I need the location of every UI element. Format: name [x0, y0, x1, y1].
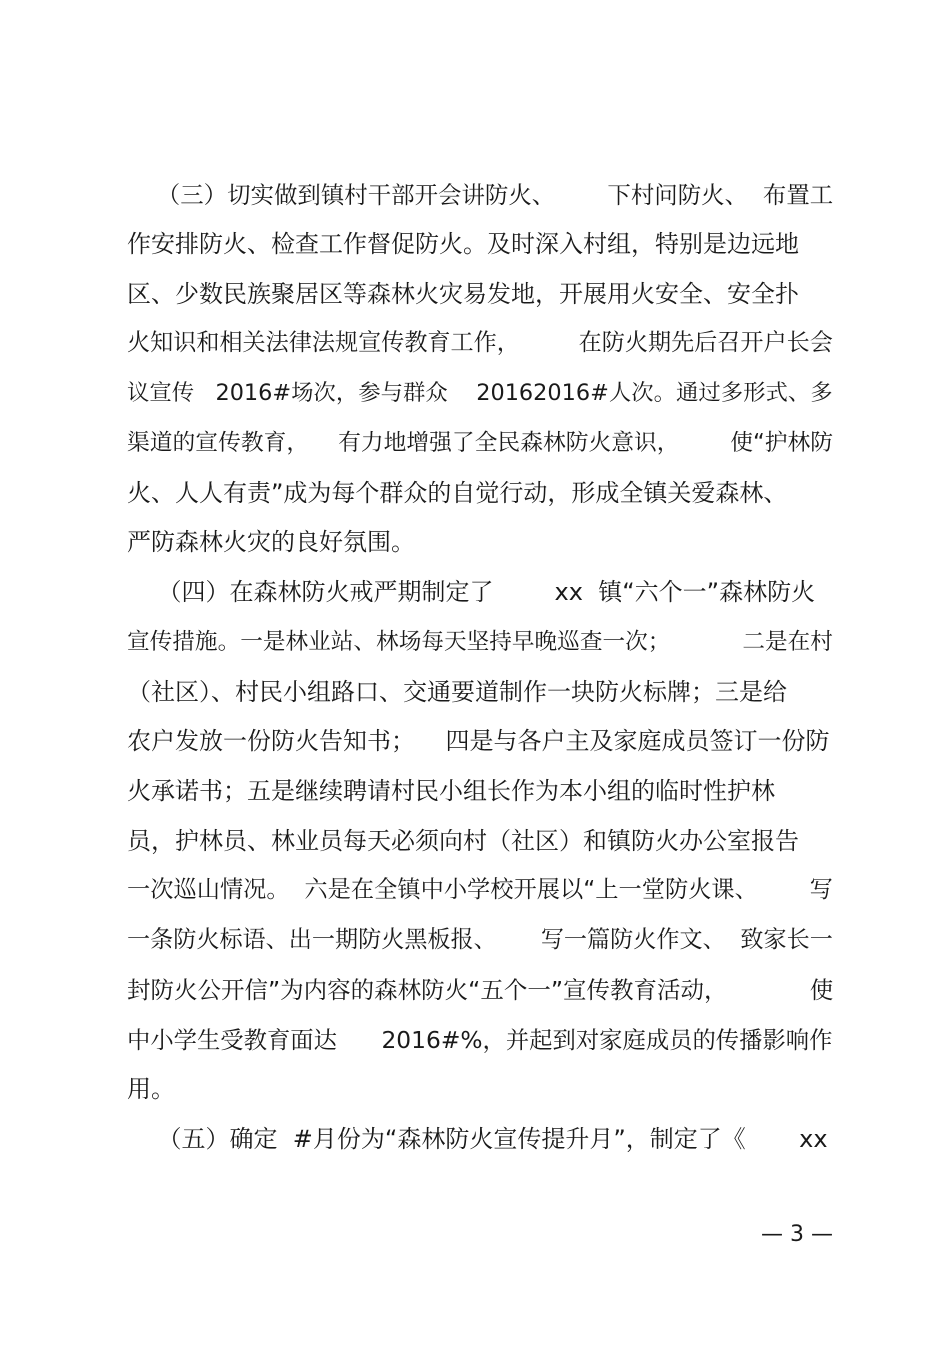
body-text-line: 一次巡山情况。 六是在全镇中小学校开展以“上一堂防火课、 写 — [127, 876, 833, 903]
body-text-line: 一条防火标语、出一期防火黑板报、 写一篇防火作文、 致家长一 — [127, 927, 833, 953]
body-text-line: （四）在森林防火戒严期制定了 xx 镇“六个一”森林防火 — [127, 578, 816, 606]
body-text-line: 作安排防火、检查工作督促防火。及时深入村组，特别是边远地 — [127, 230, 799, 258]
page-number: — 3 — — [761, 1222, 833, 1247]
body-text-line: 火知识和相关法律法规宣传教育工作， 在防火期先后召开户长会 — [127, 330, 833, 356]
body-text-line: 员，护林员、林业员每天必须向村（社区）和镇防火办公室报告 — [127, 827, 799, 855]
body-text-line: 区、少数民族聚居区等森林火灾易发地，开展用火安全、安全扑 — [127, 280, 799, 308]
body-text-line: 议宣传 2016#场次，参与群众 20162016#人次。通过多形式、多 — [127, 380, 833, 406]
body-text-line: 封防火公开信”为内容的森林防火“五个一”宣传教育活动， 使 — [127, 976, 834, 1004]
body-text-line: 火、人人有责”成为每个群众的自觉行动，形成全镇关爱森林、 — [127, 479, 788, 507]
body-text-line: 渠道的宣传教育， 有力地增强了全民森林防火意识， 使“护林防 — [127, 430, 834, 456]
body-text-line: （五）确定 #月份为“森林防火宣传提升月”，制定了《 xx — [127, 1125, 828, 1153]
body-text-line: 火承诺书；五是继续聘请村民小组长作为本小组的临时性护林 — [127, 777, 775, 805]
body-text-line: 农户发放一份防火告知书； 四是与各户主及家庭成员签订一份防 — [127, 727, 830, 755]
body-text-line: 用。 — [127, 1075, 175, 1103]
body-text-line: 严防森林火灾的良好氛围。 — [127, 528, 415, 556]
body-text-line: 宣传措施。一是林业站、林场每天坚持早晚巡查一次； 二是在村 — [127, 629, 833, 655]
body-text-line: （三）切实做到镇村干部开会讲防火、 下村问防火、 布置工 — [127, 181, 834, 209]
body-text-line: （社区）、村民小组路口、交通要道制作一块防火标牌；三是给 — [127, 678, 787, 706]
body-text-line: 中小学生受教育面达 2016#%，并起到对家庭成员的传播影响作 — [127, 1026, 833, 1054]
